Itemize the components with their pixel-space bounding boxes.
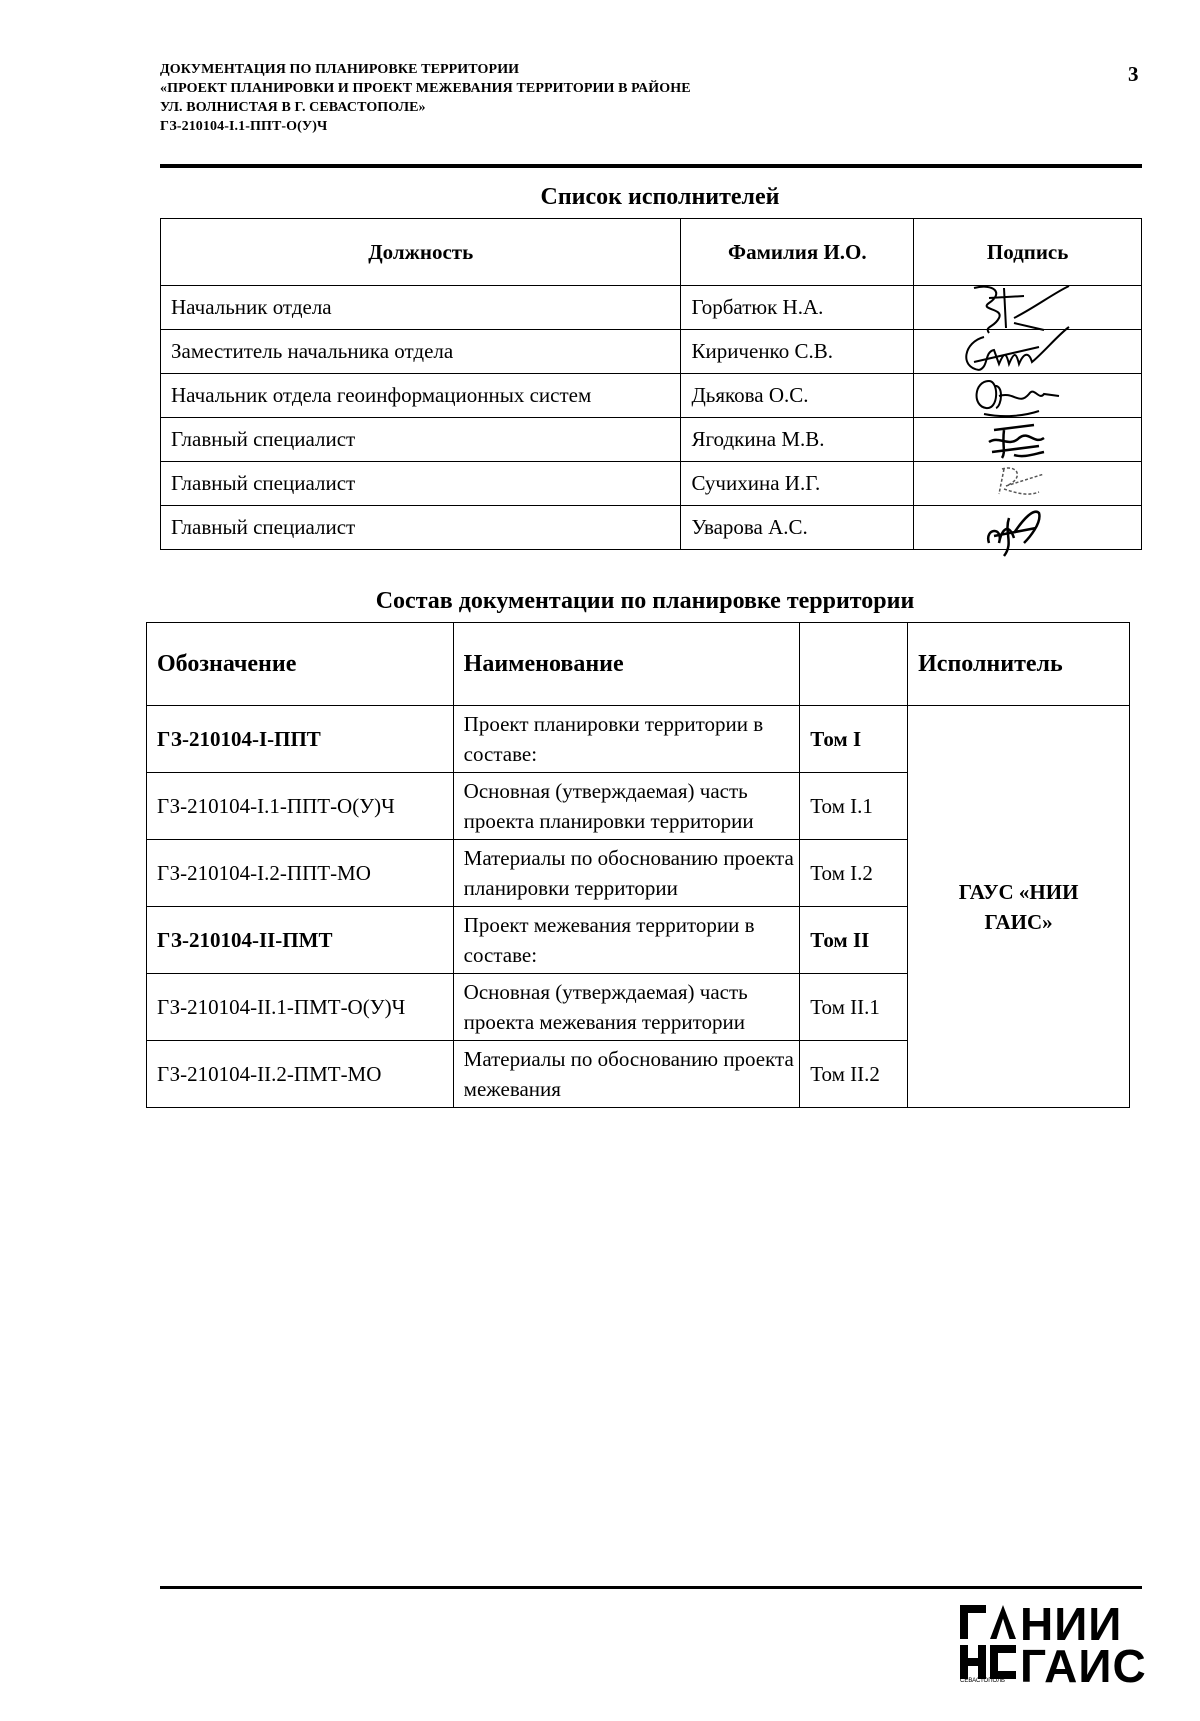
column-header-title: Наименование <box>453 623 800 706</box>
cell-name: Уварова А.С. <box>681 506 914 550</box>
table-row <box>161 506 1142 550</box>
signature-image <box>944 498 1094 558</box>
cell-name: Сучихина И.Г. <box>681 462 914 506</box>
composition-title: Состав документации по планировке территории <box>375 588 915 614</box>
executors-title: Список исполнителей <box>540 184 780 210</box>
cell-title: Материалы по обоснованию проекта планировки территории <box>453 840 800 907</box>
table-header-row <box>147 623 1130 706</box>
cell-volume: Том II <box>800 907 908 974</box>
logo-small-text: СЕВАСТОПОЛЬ <box>960 1678 1005 1684</box>
header-line-2: «ПРОЕКТ ПЛАНИРОВКИ И ПРОЕКТ МЕЖЕВАНИЯ ТЕРРИТОРИИ В РАЙОНЕ <box>160 81 691 96</box>
header-line-1: ДОКУМЕНТАЦИЯ ПО ПЛАНИРОВКЕ ТЕРРИТОРИИ <box>160 62 520 77</box>
cell-title: Основная (утверждаемая) часть проекта межевания территории <box>453 974 800 1041</box>
logo-text-top: НИИ <box>1020 1598 1123 1650</box>
column-header-name: Фамилия И.О. <box>681 219 914 286</box>
footer-divider <box>160 1586 1142 1589</box>
cell-volume: Том I.2 <box>800 840 908 907</box>
column-header-code: Обозначение <box>147 623 454 706</box>
cell-position: Главный специалист <box>161 418 681 462</box>
cell-position: Начальник отдела <box>161 286 681 330</box>
cell-position: Заместитель начальника отдела <box>161 330 681 374</box>
column-header-position: Должность <box>161 219 681 286</box>
cell-name: Дьякова О.С. <box>681 374 914 418</box>
cell-position: Начальник отдела геоинформационных систем <box>161 374 681 418</box>
cell-code: ГЗ-210104-II.2-ПМТ-МО <box>147 1041 454 1108</box>
cell-code: ГЗ-210104-II-ПМТ <box>147 907 454 974</box>
table-row <box>147 706 1130 773</box>
column-header-volume <box>800 623 908 706</box>
cell-code: ГЗ-210104-I.2-ППТ-МО <box>147 840 454 907</box>
cell-volume: Том II.2 <box>800 1041 908 1108</box>
cell-name: Кириченко С.В. <box>681 330 914 374</box>
header-line-3: УЛ. ВОЛНИСТАЯ В Г. СЕВАСТОПОЛЕ» <box>160 100 426 115</box>
header-line-4: ГЗ-210104-I.1-ППТ-О(У)Ч <box>160 119 328 134</box>
cell-executor <box>908 706 1130 1108</box>
organization-logo <box>960 1593 1147 1693</box>
cell-volume: Том I.1 <box>800 773 908 840</box>
cell-title: Основная (утверждаемая) часть проекта планировки территории <box>453 773 800 840</box>
cell-code: ГЗ-210104-I-ППТ <box>147 706 454 773</box>
executors-table <box>160 218 1142 550</box>
header-divider <box>160 164 1142 168</box>
table-header-row <box>161 219 1142 286</box>
column-header-signature: Подпись <box>914 219 1142 286</box>
cell-title: Проект межевания территории в составе: <box>453 907 800 974</box>
logo-text-bottom: ГАИС <box>1020 1640 1147 1692</box>
cell-code: ГЗ-210104-I.1-ППТ-О(У)Ч <box>147 773 454 840</box>
cell-position: Главный специалист <box>161 462 681 506</box>
page-number: 3 <box>1128 62 1139 86</box>
cell-name: Ягодкина М.В. <box>681 418 914 462</box>
cell-name: Горбатюк Н.А. <box>681 286 914 330</box>
cell-title: Материалы по обоснованию проекта межевания <box>453 1041 800 1108</box>
document-header <box>160 60 1100 136</box>
cell-code: ГЗ-210104-II.1-ПМТ-О(У)Ч <box>147 974 454 1041</box>
composition-table <box>146 622 1130 1108</box>
column-header-executor: Исполнитель <box>908 623 1130 706</box>
cell-volume: Том I <box>800 706 908 773</box>
cell-title: Проект планировки территории в составе: <box>453 706 800 773</box>
executor-name: ГАУС «НИИ ГАИС» <box>958 879 1079 934</box>
logo-mark-icon <box>960 1605 1018 1681</box>
cell-position: Главный специалист <box>161 506 681 550</box>
cell-volume: Том II.1 <box>800 974 908 1041</box>
signature-cell <box>914 506 1142 550</box>
